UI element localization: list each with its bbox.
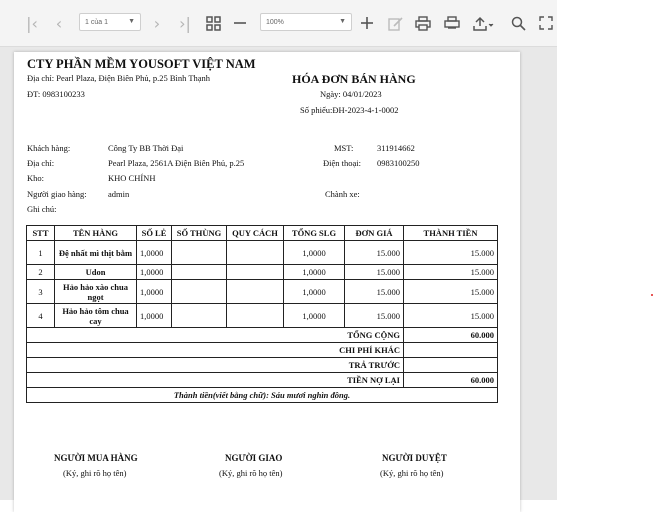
signature-deliverer: NGƯỜI GIAO: [225, 453, 283, 463]
row-quy-cach: [227, 241, 284, 265]
row-tong-slg: 1,0000: [284, 304, 345, 328]
last-page-icon[interactable]: ›|: [179, 13, 191, 33]
zoom-in-icon[interactable]: [359, 13, 375, 33]
column-header: QUY CÁCH: [227, 226, 284, 241]
zoom-out-icon[interactable]: [232, 13, 248, 33]
signature-buyer-note: (Ký, ghi rõ họ tên): [63, 468, 127, 478]
row-don-gia: 15.000: [345, 280, 404, 304]
prepaid-label: TRẢ TRƯỚC: [27, 358, 404, 373]
multipage-icon[interactable]: [204, 13, 222, 33]
next-page-icon[interactable]: ›: [153, 13, 161, 33]
debt-value: 60.000: [404, 373, 498, 388]
customer-label: Khách hàng:: [27, 143, 71, 153]
row-tong-slg: 1,0000: [284, 241, 345, 265]
table-row: [27, 241, 498, 265]
table-header-row: [27, 226, 498, 241]
row-so-le: 1,0000: [137, 241, 172, 265]
first-page-icon[interactable]: |‹: [26, 13, 38, 33]
vehicle-label: Chành xe:: [325, 189, 360, 199]
row-tong-slg: 1,0000: [284, 265, 345, 280]
invoice-title: HÓA ĐƠN BÁN HÀNG: [292, 72, 416, 86]
tax-value: 311914662: [377, 143, 415, 153]
column-header: TÊN HÀNG: [55, 226, 137, 241]
row-thanh-tien: 15.000: [404, 241, 498, 265]
search-icon[interactable]: [509, 13, 527, 33]
column-header: STT: [27, 226, 55, 241]
signature-deliverer-note: (Ký, ghi rõ họ tên): [219, 468, 283, 478]
debt-label: TIỀN NỢ LẠI: [27, 373, 404, 388]
viewer-toolbar: [0, 0, 557, 47]
print-page-icon[interactable]: [443, 13, 461, 33]
customer-value: Công Ty BB Thời Đại: [108, 143, 184, 153]
extra-value: [404, 343, 498, 358]
summary-row-extra: [27, 343, 498, 358]
signature-buyer: NGƯỜI MUA HÀNG: [54, 453, 138, 463]
deliverer-value: admin: [108, 189, 130, 199]
cursor-dot: [651, 294, 653, 296]
company-name: CTY PHẦN MỀM YOUSOFT VIỆT NAM: [27, 57, 256, 71]
row-don-gia: 15.000: [345, 265, 404, 280]
row-thanh-tien: 15.000: [404, 304, 498, 328]
address-value: Pearl Plaza, 2561A Điện Biên Phủ, p.25: [108, 158, 245, 168]
row-name: Hảo hảo xào chua ngọt: [55, 280, 137, 304]
row-name: Đệ nhất mì thịt bằm: [55, 241, 137, 265]
extra-label: CHI PHÍ KHÁC: [27, 343, 404, 358]
row-name: Udon: [55, 265, 137, 280]
invoice-page: [14, 52, 520, 512]
table-row: [27, 280, 498, 304]
items-table: [26, 225, 498, 403]
row-so-thung: [172, 265, 227, 280]
summary-row-total: [27, 328, 498, 343]
page-select-value: 1 của 1: [85, 18, 108, 26]
summary-row-debt: [27, 373, 498, 388]
row-so-le: 1,0000: [137, 304, 172, 328]
row-so-thung: [172, 241, 227, 265]
print-icon[interactable]: [414, 13, 432, 33]
zoom-select[interactable]: [260, 13, 352, 31]
amount-in-words: Thành tiền(viết bằng chữ): Sáu mươi nghìn đồng.: [27, 388, 498, 403]
row-quy-cach: [227, 304, 284, 328]
phone-value: 0983100250: [377, 158, 420, 168]
summary-row-in-words: [27, 388, 498, 403]
tax-label: MST:: [334, 143, 354, 153]
column-header: SỐ LẺ: [137, 226, 172, 241]
row-so-thung: [172, 280, 227, 304]
summary-row-prepaid: [27, 358, 498, 373]
deliverer-label: Người giao hàng:: [27, 189, 87, 199]
company-address: Địa chỉ: Pearl Plaza, Điện Biên Phủ, p.25 Bình Thạnh: [27, 73, 211, 83]
chevron-down-icon: ▼: [339, 18, 346, 25]
row-stt: 4: [27, 304, 55, 328]
chevron-down-icon: ▼: [128, 18, 135, 25]
row-quy-cach: [227, 280, 284, 304]
total-value: 60.000: [404, 328, 498, 343]
column-header: THÀNH TIỀN: [404, 226, 498, 241]
invoice-number: Số phiếu:ĐH-2023-4-1-0002: [300, 105, 399, 115]
total-label: TỔNG CỘNG: [27, 328, 404, 343]
warehouse-label: Kho:: [27, 173, 44, 183]
table-row: [27, 265, 498, 280]
zoom-select-value: 100%: [266, 18, 284, 26]
warehouse-value: KHO CHÍNH: [108, 173, 156, 183]
prev-page-icon[interactable]: ‹: [55, 13, 63, 33]
note-label: Ghi chú:: [27, 204, 57, 214]
phone-label: Điện thoại:: [323, 158, 362, 168]
row-stt: 1: [27, 241, 55, 265]
column-header: ĐƠN GIÁ: [345, 226, 404, 241]
invoice-date: Ngày: 04/01/2023: [320, 89, 382, 99]
edit-form-icon[interactable]: [386, 13, 404, 33]
row-name: Hảo hảo tôm chua cay: [55, 304, 137, 328]
row-stt: 3: [27, 280, 55, 304]
table-row: [27, 304, 498, 328]
row-so-le: 1,0000: [137, 265, 172, 280]
row-so-thung: [172, 304, 227, 328]
row-thanh-tien: 15.000: [404, 280, 498, 304]
row-don-gia: 15.000: [345, 241, 404, 265]
prepaid-value: [404, 358, 498, 373]
row-quy-cach: [227, 265, 284, 280]
page-select[interactable]: [79, 13, 141, 31]
row-thanh-tien: 15.000: [404, 265, 498, 280]
company-phone: ĐT: 0983100233: [27, 89, 85, 99]
address-label: Địa chỉ:: [27, 158, 55, 168]
export-icon[interactable]: [471, 13, 497, 33]
column-header: SỐ THÙNG: [172, 226, 227, 241]
row-tong-slg: 1,0000: [284, 280, 345, 304]
signature-approver-note: (Ký, ghi rõ họ tên): [380, 468, 444, 478]
row-so-le: 1,0000: [137, 280, 172, 304]
column-header: TỔNG SLG: [284, 226, 345, 241]
signature-approver: NGƯỜI DUYỆT: [382, 453, 447, 463]
fullscreen-icon[interactable]: [537, 13, 555, 33]
row-don-gia: 15.000: [345, 304, 404, 328]
row-stt: 2: [27, 265, 55, 280]
